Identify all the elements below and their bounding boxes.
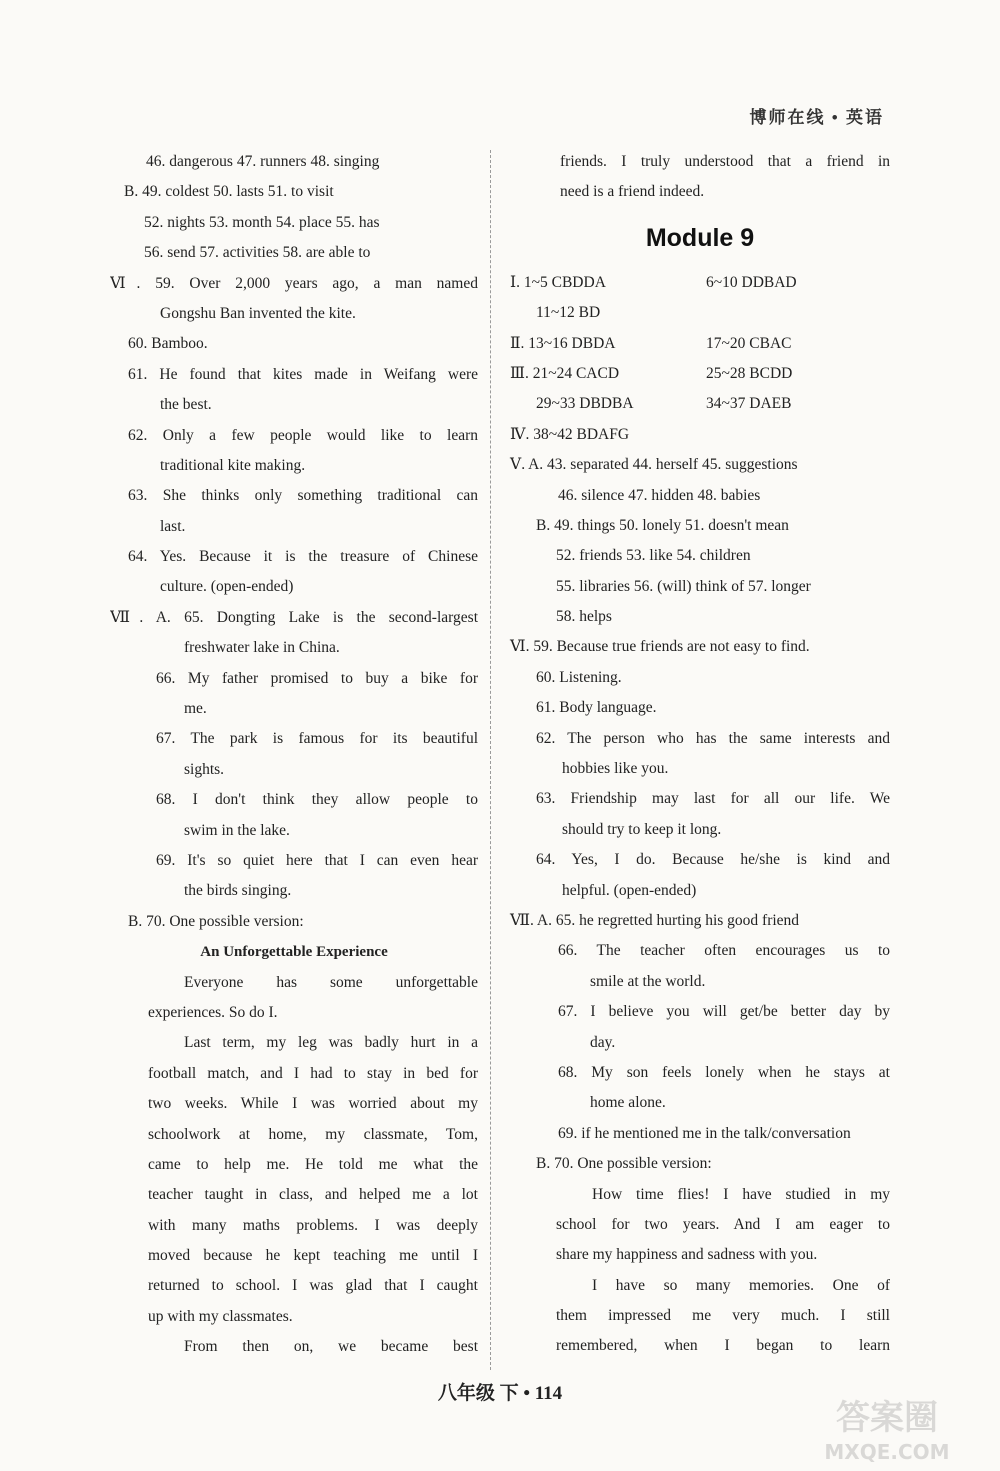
right-answer-text: need is a friend indeed. [560,183,705,201]
right-answer-line [510,359,890,389]
right-answer-tab-text: 6~10 DDBAD [706,273,797,291]
left-answer-line [110,238,478,268]
right-answer-text: helpful. (open-ended) [562,881,697,899]
right-answer-text: 29~33 DBDBA [536,395,634,413]
watermark-text: 答案圈 [836,1398,938,1438]
right-answer-text: B. 49. things 50. lonely 51. doesn't mean [536,516,789,534]
left-answer-line [110,208,478,238]
left-answer-text: me. [184,700,207,718]
left-answer-line [110,907,478,937]
left-answer-line [110,542,478,572]
right-answer-text: should try to keep it long. [562,820,722,838]
left-answer-text: Everyone has some unforgettable [184,973,478,991]
right-answer-line [510,1119,890,1149]
right-answer-line [510,481,890,511]
right-answer-tab-text: 25~28 BCDD [706,364,793,382]
right-answer-text: I have so many memories. One of [592,1276,890,1294]
right-answer-line [510,1210,890,1240]
right-answer-line [510,1058,890,1088]
left-answer-text: traditional kite making. [160,456,306,474]
left-answer-text: with many maths problems. I was deeply [148,1216,478,1234]
right-answer-text: 63. Friendship may last for all our life. We [536,790,890,808]
left-answer-line [110,1302,478,1332]
left-answer-line [110,421,478,451]
left-answer-line [110,329,478,359]
left-answer-text: 67. The park is famous for its beautiful [156,730,478,748]
left-answer-text: culture. (open-ended) [160,578,294,596]
right-answer-text: 61. Body language. [536,699,657,717]
right-answer-line [510,602,890,632]
left-answer-line [110,998,478,1028]
right-answer-text: B. 70. One possible version: [536,1155,712,1173]
header-brand: 博师在线 • 英语 [749,108,884,127]
left-answer-text: 61. He found that kites made in Weifang were [128,365,478,383]
right-answer-text: 67. I believe you will get/be better day by [558,1003,890,1021]
left-answer-text: swim in the lake. [184,821,290,839]
right-answer-line [510,1301,890,1331]
left-answer-text: 69. It's so quiet here that I can even hear [156,851,478,869]
right-answer-text: hobbies like you. [562,760,669,778]
right-answer-line [510,450,890,480]
left-answer-text: last. [160,517,186,535]
right-answer-text: How time flies! I have studied in my [592,1185,890,1203]
right-answer-line [510,1088,890,1118]
right-answer-text: home alone. [590,1094,666,1112]
left-answer-text: 46. dangerous 47. runners 48. singing [146,153,380,170]
right-answer-line [510,663,890,693]
left-answer-line [110,360,478,390]
right-answer-text: 58. helps [556,608,612,626]
left-answer-line [110,937,478,967]
right-answer-text: Ⅱ. 13~16 DBDA [510,334,616,352]
right-answer-line [510,420,890,450]
right-answer-tab-text: 34~37 DAEB [706,395,792,413]
right-answer-line [510,997,890,1027]
column-divider [490,150,491,1370]
right-answer-text: them impressed me very much. I still [556,1307,890,1325]
left-answer-text: An Unforgettable Experience [200,944,388,961]
right-answer-text: Ⅶ. A. 65. he regretted hurting his good friend [510,911,800,929]
left-answer-text: sights. [184,760,225,778]
left-answer-text: 62. Only a few people would like to learn [128,426,478,444]
right-answer-text: 52. friends 53. like 54. children [556,547,751,565]
right-answer-line [510,784,890,814]
right-answer-text: Ⅵ. 59. Because true friends are not easy to find. [510,638,810,656]
left-answer-text: up with my classmates. [148,1307,293,1325]
right-answer-line [510,1028,890,1058]
left-answer-line [110,1150,478,1180]
right-column [510,147,890,1362]
right-answer-line [510,268,890,298]
left-answer-text: schoolwork at home, my classmate, Tom, [148,1125,478,1143]
left-answer-line [110,694,478,724]
page-footer: 八年级 下 • 114 [437,1383,563,1404]
left-answer-line [110,1059,478,1089]
right-answer-line [510,1240,890,1270]
right-answer-line [510,1149,890,1179]
right-answer-line [510,724,890,754]
right-answer-text: 68. My son feels lonely when he stays at [558,1063,890,1081]
left-answer-text: the birds singing. [184,882,292,900]
right-answer-text: school for two years. And I am eager to [556,1215,890,1233]
right-answer-line [510,208,890,268]
right-answer-line [510,329,890,359]
left-answer-line [110,1028,478,1058]
right-answer-text: 55. libraries 56. (will) think of 57. longer [556,577,811,595]
right-answer-line [510,177,890,207]
left-answer-text: 56. send 57. activities 58. are able to [144,244,371,262]
right-answer-line [510,1331,890,1361]
right-answer-line [510,936,890,966]
right-answer-text: remembered, when I began to learn [556,1337,890,1355]
left-answer-line [110,269,478,299]
right-answer-text: day. [590,1033,616,1051]
left-answer-line [110,876,478,906]
left-answer-text: 52. nights 53. month 54. place 55. has [144,213,380,231]
left-answer-line [110,968,478,998]
left-answer-line [110,481,478,511]
right-answer-text: Ⅰ. 1~5 CBDDA [510,273,606,291]
left-answer-line [110,512,478,542]
right-answer-tab-text: 17~20 CBAC [706,334,792,352]
right-answer-line [510,511,890,541]
right-answer-text: smile at the world. [590,972,706,990]
left-answer-text: freshwater lake in China. [184,639,340,657]
left-answer-text: From then on, we became best [184,1338,478,1356]
right-answer-line [510,815,890,845]
left-answer-text: teacher taught in class, and helped me a lot [148,1186,478,1204]
left-answer-text: Last term, my leg was badly hurt in a [184,1034,478,1052]
left-answer-text: moved because he kept teaching me until I [148,1247,478,1265]
right-answer-text: 11~12 BD [536,304,601,322]
right-answer-line [510,541,890,571]
right-answer-text: 62. The person who has the same interests and [536,729,890,747]
left-answer-text: 68. I don't think they allow people to [156,791,478,809]
left-answer-text: Ⅶ. A. 65. Dongting Lake is the second-largest [110,608,478,626]
right-answer-text: 66. The teacher often encourages us to [558,942,890,960]
left-answer-line [110,1180,478,1210]
left-answer-line [110,816,478,846]
left-answer-line [110,1332,478,1362]
left-answer-text: 63. She thinks only something traditional can [128,487,478,505]
left-answer-line [110,603,478,633]
right-answer-line [510,298,890,328]
left-answer-line [110,664,478,694]
left-answer-line [110,572,478,602]
right-answer-line [510,389,890,419]
left-answer-line [110,633,478,663]
left-answer-line [110,1241,478,1271]
right-answer-line [510,693,890,723]
watermark-logo [792,1395,982,1465]
left-answer-text: experiences. So do I. [148,1003,278,1021]
right-answer-text: 60. Listening. [536,668,622,686]
right-answer-line [510,876,890,906]
left-answer-line [110,846,478,876]
right-answer-line [510,845,890,875]
left-answer-line [110,1089,478,1119]
left-answer-text: Gongshu Ban invented the kite. [160,304,356,322]
left-answer-text: the best. [160,396,212,414]
left-answer-line [110,299,478,329]
right-answer-line [510,572,890,602]
left-answer-text: football match, and I had to stay in bed for [148,1064,478,1082]
right-answer-text: Ⅴ. A. 43. separated 44. herself 45. suggestions [510,456,798,474]
left-answer-text: B. 49. coldest 50. lasts 51. to visit [124,183,334,201]
left-answer-line [110,177,478,207]
left-answer-text: returned to school. I was glad that I caught [148,1277,478,1295]
left-answer-line [110,1211,478,1241]
left-answer-line [110,1120,478,1150]
left-answer-line [110,785,478,815]
right-answer-line [510,147,890,177]
left-column [110,147,478,1363]
right-answer-line [510,754,890,784]
right-answer-line [510,1271,890,1301]
right-answer-text: Ⅲ. 21~24 CACD [510,364,620,382]
left-answer-line [110,451,478,481]
right-answer-line [510,967,890,997]
left-answer-text: 64. Yes. Because it is the treasure of Chinese [128,548,478,566]
right-answer-text: 46. silence 47. hidden 48. babies [558,486,761,504]
left-answer-line [110,1271,478,1301]
right-answer-text: 64. Yes, I do. Because he/she is kind and [536,851,890,869]
right-answer-text: share my happiness and sadness with you. [556,1246,818,1264]
left-answer-text: Ⅵ. 59. Over 2,000 years ago, a man named [110,274,478,292]
right-answer-text: Ⅳ. 38~42 BDAFG [510,425,630,443]
right-answer-text: friends. I truly understood that a friend in [560,153,890,170]
left-answer-text: two weeks. While I was worried about my [148,1095,478,1113]
right-answer-line [510,1180,890,1210]
left-answer-line [110,390,478,420]
left-answer-text: 66. My father promised to buy a bike for [156,669,478,687]
right-answer-text: Module 9 [645,223,755,252]
right-answer-text: 69. if he mentioned me in the talk/conversation [558,1124,851,1142]
left-answer-line [110,755,478,785]
left-answer-line [110,724,478,754]
right-answer-line [510,906,890,936]
right-answer-line [510,632,890,662]
left-answer-line [110,147,478,177]
watermark-domain: MXQE.COM [824,1440,950,1464]
left-answer-text: 60. Bamboo. [128,335,208,353]
left-answer-text: came to help me. He told me what the [148,1155,478,1173]
left-answer-text: B. 70. One possible version: [128,912,304,930]
